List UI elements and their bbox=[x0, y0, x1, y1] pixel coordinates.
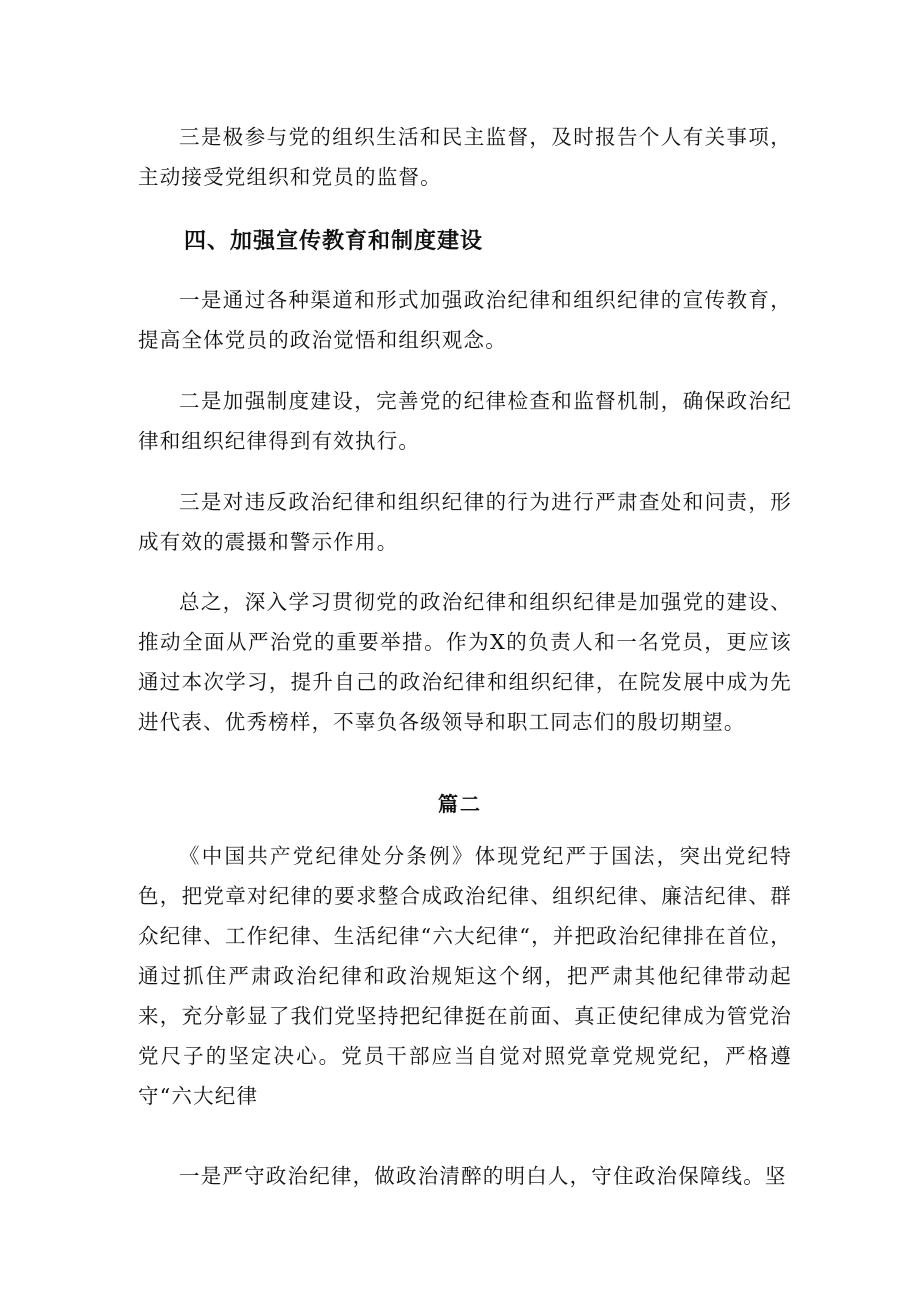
paragraph-accountability: 三是对违反政治纪律和组织纪律的行为进行严肃查处和问责，形成有效的震摄和警示作用。 bbox=[138, 490, 792, 554]
paragraph-regulations-intro: 《中国共产党纪律处分条例》体现党纪严于国法，突出党纪特色，把党章对纪律的要求整合成政治纪律、组织纪律、廉洁纪律、群众纪律、工作纪律、生活纪律“六大纪律“，并把政治纪律排在首位，通过抓住严肃政治纪律和政治规矩这个纲，把严肃其他纪律带动起来，充分彰显了我们党坚持把纪律挺在前面、真正使纪律成为管党治党尺子的坚定决心。党员干部应当自觉对照党章党规党纪，严格遵守“六大纪律 bbox=[138, 844, 792, 1108]
paragraph-publicity-education: 一是通过各种渠道和形式加强政治纪律和组织纪律的宣传教育，提高全体党员的政治觉悟和组织观念。 bbox=[138, 288, 792, 352]
paragraph-summary: 总之，深入学习贯彻党的政治纪律和组织纪律是加强党的建设、推动全面从严治党的重要举措。作为X的负责人和一名党员，更应该通过本次学习，提升自己的政治纪律和组织纪律，在院发展中成为先进代表、优秀榜样，不辜负各级领导和职工同志们的殷切期望。 bbox=[138, 590, 792, 734]
paragraph-system-construction: 二是加强制度建设，完善党的纪律检查和监督机制，确保政治纪律和组织纪律得到有效执行。 bbox=[138, 389, 792, 453]
section-title-part-two: 篇二 bbox=[438, 792, 482, 816]
paragraph-political-discipline: 一是严守政治纪律，做政治清醉的明白人，守住政治保障线。坚 bbox=[179, 1164, 787, 1188]
section-heading-4: 四、加强宣传教育和制度建设 bbox=[184, 229, 484, 254]
paragraph-participate-supervision: 三是极参与党的组织生活和民主监督，及时报告个人有关事项，主动接受党组织和党员的监督。 bbox=[138, 125, 792, 189]
